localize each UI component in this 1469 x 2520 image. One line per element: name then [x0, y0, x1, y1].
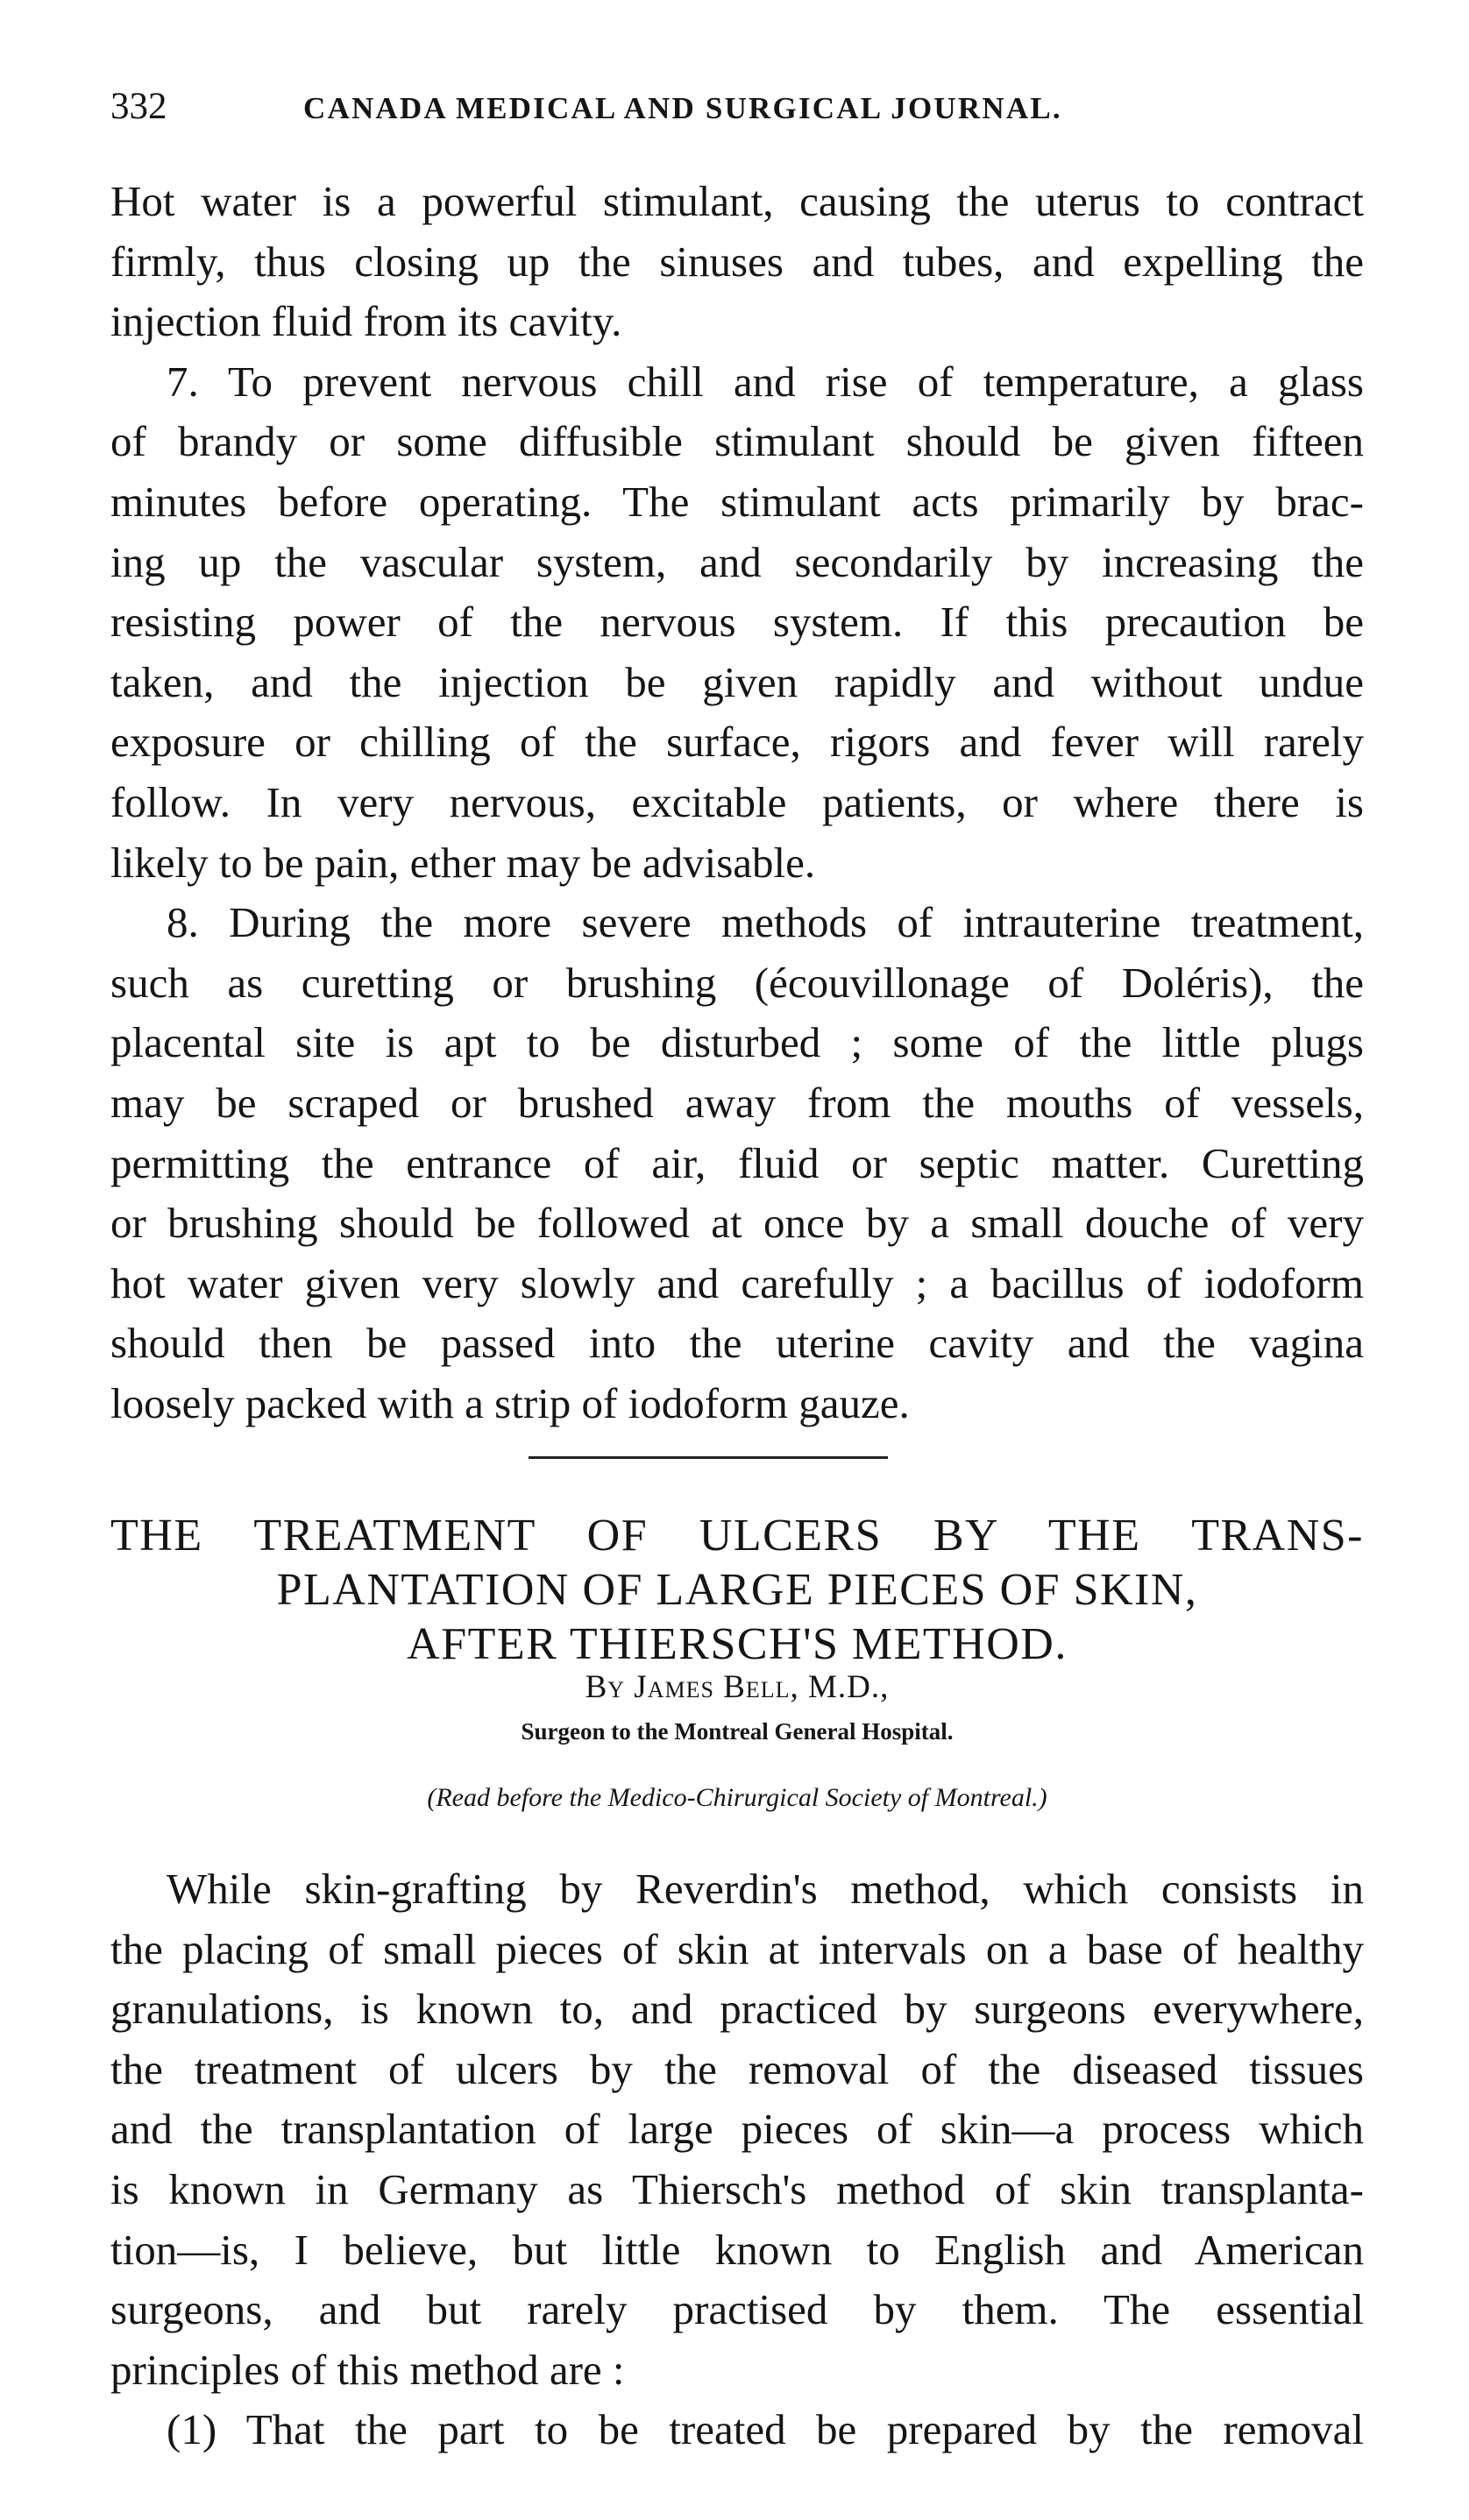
read-before-note: (Read before the Medico-Chirurgical Society of Montreal.) [427, 1783, 1047, 1812]
article-title-line: THE TREATMENT OF ULCERS BY THE TRANS- [110, 1511, 1364, 1561]
running-head [110, 81, 1373, 133]
text-line: loosely packed with a strip of iodoform gauze. [110, 1378, 910, 1427]
text-line: or brushing should be followed at once by a small douche of very [110, 1199, 1364, 1248]
text-line: and the transplantation of large pieces of skin—a process which [110, 2105, 1364, 2154]
text-line: tion—is, I believe, but little known to English and American [110, 2225, 1364, 2274]
article-title [110, 1509, 1364, 1672]
article-body-text [110, 1859, 1364, 2460]
text-line: placental site is apt to be disturbed ; some of the little plugs [110, 1018, 1364, 1067]
text-line: While skin-grafting by Reverdin's method, which consists in [167, 1865, 1364, 1913]
text-line: should then be passed into the uterine cavity and the vagina [110, 1319, 1364, 1368]
text-line: the treatment of ulcers by the removal of the diseased tissues [110, 2044, 1364, 2093]
text-line: (1) That the part to be treated be prepared by the removal [167, 2405, 1364, 2454]
text-line: exposure or chilling of the surface, rigors and fever will rarely [110, 718, 1364, 767]
text-line: firmly, thus closing up the sinuses and tubes, and expelling the [110, 237, 1364, 286]
text-line: hot water given very slowly and carefully ; a bacillus of iodoform [110, 1258, 1364, 1307]
text-line: taken, and the injection be given rapidly and without undue [110, 657, 1364, 706]
article-title-line: PLANTATION OF LARGE PIECES OF SKIN, [276, 1565, 1198, 1615]
page-number: 332 [110, 86, 167, 127]
section-divider [529, 1456, 888, 1459]
text-line: follow. In very nervous, excitable patients, or where there is [110, 777, 1364, 826]
text-line: Hot water is a powerful stimulant, causing the uterus to contract [110, 177, 1364, 225]
text-line: minutes before operating. The stimulant acts primarily by brac- [110, 477, 1364, 526]
text-line: resisting power of the nervous system. If this precaution be [110, 598, 1364, 647]
text-line: likely to be pain, ether may be advisable. [110, 838, 816, 887]
text-line: granulations, is known to, and practiced by surgeons everywhere, [110, 1985, 1364, 2034]
text-line: 8. During the more severe methods of intrauterine treatment, [167, 898, 1364, 947]
text-line: surgeons, and but rarely practised by them. The essential [110, 2285, 1364, 2334]
author-affiliation: Surgeon to the Montreal General Hospital. [521, 1718, 954, 1745]
text-line: the placing of small pieces of skin at intervals on a base of healthy [110, 1924, 1364, 1973]
text-line: permitting the entrance of air, fluid or septic matter. Curetting [110, 1138, 1364, 1187]
text-line: of brandy or some diffusible stimulant should be given fifteen [110, 417, 1364, 466]
text-line: may be scraped or brushed away from the mouths of vessels, [110, 1078, 1364, 1127]
text-line: ing up the vascular system, and secondarily by increasing the [110, 537, 1364, 586]
article-title-line: AFTER THIERSCH'S METHOD. [407, 1619, 1068, 1669]
journal-title: CANADA MEDICAL AND SURGICAL JOURNAL. [303, 91, 1062, 125]
text-line: principles of this method are : [110, 2345, 625, 2394]
text-line: such as curetting or brushing (écouvillonage of Doléris), the [110, 958, 1364, 1007]
text-line: is known in Germany as Thiersch's method of skin transplanta- [110, 2164, 1364, 2213]
author-byline: By James Bell, M.D., [585, 1669, 890, 1705]
text-line: 7. To prevent nervous chill and rise of temperature, a glass [167, 357, 1364, 406]
continued-article-text [110, 172, 1364, 1433]
text-line: injection fluid from its cavity. [110, 297, 622, 346]
